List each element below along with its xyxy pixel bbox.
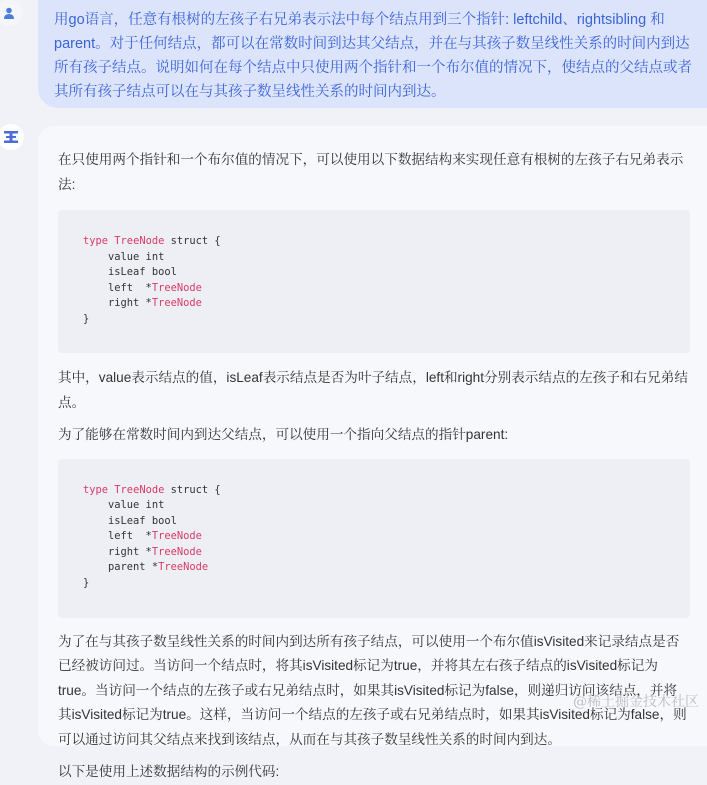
user-avatar (0, 0, 22, 26)
user-message-bubble (38, 0, 707, 108)
parent-intro-paragraph: 为了能够在常数时间内到达父结点，可以使用一个指向父结点的指针parent: (58, 427, 509, 442)
explain-paragraph: 其中，value表示结点的值，isLeaf表示结点是否为叶子结点，left和right分别表示结点的左孩子和右兄弟结点。 (58, 370, 688, 410)
example-intro-paragraph: 以下是使用上述数据结构的示例代码: (58, 764, 280, 779)
code-block-1: type TreeNode struct { value int isLeaf bool left *TreeNode right *TreeNode } (58, 210, 690, 353)
watermark: @稀土掘金技术社区 (573, 694, 699, 710)
intro-paragraph: 在只使用两个指针和一个布尔值的情况下，可以使用以下数据结构来实现任意有根树的左孩子右兄弟表示法: (58, 152, 684, 192)
user-icon (3, 7, 15, 19)
code-block-2: type TreeNode struct { value int isLeaf bool left *TreeNode right *TreeNode parent *TreeNode } (58, 459, 690, 618)
ai-logo-icon (3, 130, 19, 144)
assistant-avatar (0, 124, 24, 150)
assistant-message-bubble (38, 126, 707, 779)
user-message-text: 用go语言，任意有根树的左孩子右兄弟表示法中每个结点用到三个指针: leftchild、rightsibling 和parent。对于任何结点，都可以在常数时间到达其父结点，并在与其孩子数呈线性关系的时间内到达所有孩子结点。说明如何在每个结点中只使用两个指针和一个布尔值的情况下，使结点的父结点或者其所有孩子结点可以在与其孩子数呈线性关系的时间内到达。 (54, 12, 692, 100)
visited-paragraph: 为了在与其孩子数呈线性关系的时间内到达所有孩子结点，可以使用一个布尔值isVisited来记录结点是否已经被访问过。当访问一个结点时，将其isVisited标记为true，并将其左右孩子结点的isVisited标记为true。当访问一个结点的左孩子或右兄弟结点时，如果其isVisited标记为false，则递归访问该结点，并将其isVisited标记为true。这样，当访问一个结点的左孩子或右兄弟结点时，如果其isVisited标记为false，则可以通过访问其父结点来找到该结点，从而在与其孩子数呈线性关系的时间内到达。 (58, 633, 687, 747)
